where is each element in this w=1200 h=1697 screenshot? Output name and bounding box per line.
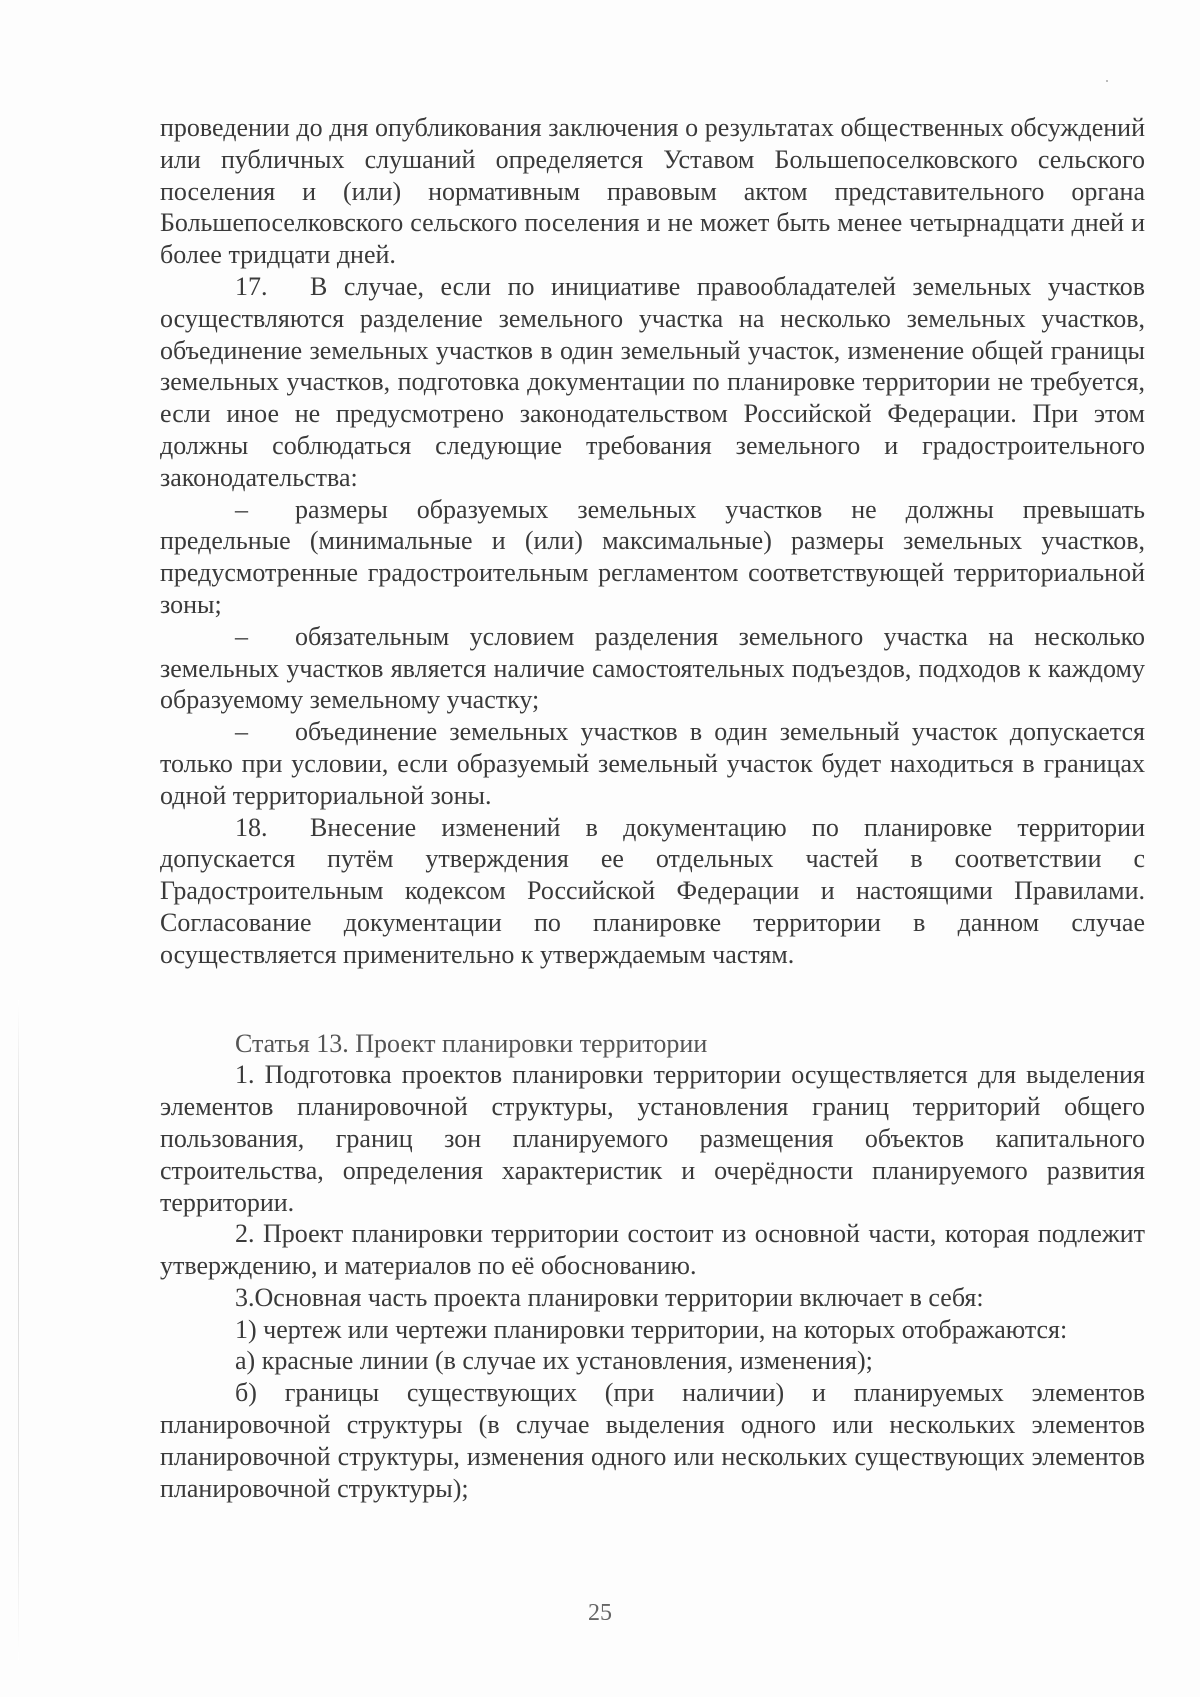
list-item-text: обязательным условием разделения земельного участка на несколько земельных участков является наличие самостоятельных подъездов, подходов к каждому образуемому земельному участку; [160,621,1145,715]
article-paragraph-3: 3.Основная часть проекта планировки территории включает в себя: [235,1282,984,1312]
article-subitem-a: а) красные линии (в случае их установления, изменения); [235,1346,873,1376]
dash-marker: – [235,494,248,524]
article-paragraph-2: 2. Проект планировки территории состоит из основной части, которая подлежит утверждению, и материалов по её обоснованию. [160,1219,1145,1281]
paragraph-continuation: проведении до дня опубликования заключения о результатах общественных обсуждений или публичных слушаний определяется Уставом Большепоселковского сельского поселения и (или) нормативным правовым актом представительного органа Большепоселковского сельского поселения и не может быть менее четырнадцати дней и более тридцати дней. [160,113,1145,270]
article-subitem-1: 1) чертеж или чертежи планировки территории, на которых отображаются: [235,1314,1068,1344]
item-number: 18. [235,812,268,842]
paragraph-item-18 [160,812,1145,971]
article-paragraph-1: 1. Подготовка проектов планировки территории осуществляется для выделения элементов планировочной структуры, установления границ территорий общего пользования, границ зон планируемого размещения объектов капитального строительства, определения характеристик и очерёдности планируемого развития территории. [160,1060,1145,1217]
list-item-dash-3 [160,716,1145,811]
article-heading: Статья 13. Проект планировки территории [235,1028,708,1058]
page-number: 25 [588,1600,612,1626]
page-body [160,112,1145,1504]
item-text: Внесение изменений в документацию по планировке территории допускается путём утверждения ее отдельных частей в соответствии с Градостроительным кодексом Российской Федерации и настоящими Правилами. Согласование документации по планировке территории в данном случае осуществляется применительно к утверждаемым частям. [160,812,1145,969]
dash-marker: – [235,717,248,747]
paragraph-item-17 [160,271,1145,494]
article-subitem-b: б) границы существующих (при наличии) и планируемых элементов планировочной структуры (в случае выделения одного или нескольких элементов планировочной структуры, изменения одного или нескольких существующих элементов планировочной структуры); [160,1378,1145,1503]
list-item-text: размеры образуемых земельных участков не должны превышать предельные (минимальные и (или) максимальные) размеры земельных участков, предусмотренные градостроительным регламентом соответствующей территориальной зоны; [160,494,1145,619]
scan-edge-line [18,1000,19,1660]
list-item-dash-1 [160,494,1145,621]
scan-speck [1106,80,1108,82]
dash-marker: – [235,621,248,651]
item-text: В случае, если по инициативе правообладателей земельных участков осуществляются разделение земельного участка на несколько земельных участков, объединение земельных участков в один земельный участок, изменение общей границы земельных участков, подготовка документации по планировке территории не требуется, если иное не предусмотрено законодательством Российской Федерации. При этом должны соблюдаться следующие требования земельного и градостроительного законодательства: [160,271,1145,492]
list-item-dash-2 [160,621,1145,716]
item-number: 17. [235,271,268,301]
list-item-text: объединение земельных участков в один земельный участок допускается только при условии, если образуемый земельный участок будет находиться в границах одной территориальной зоны. [160,717,1145,810]
